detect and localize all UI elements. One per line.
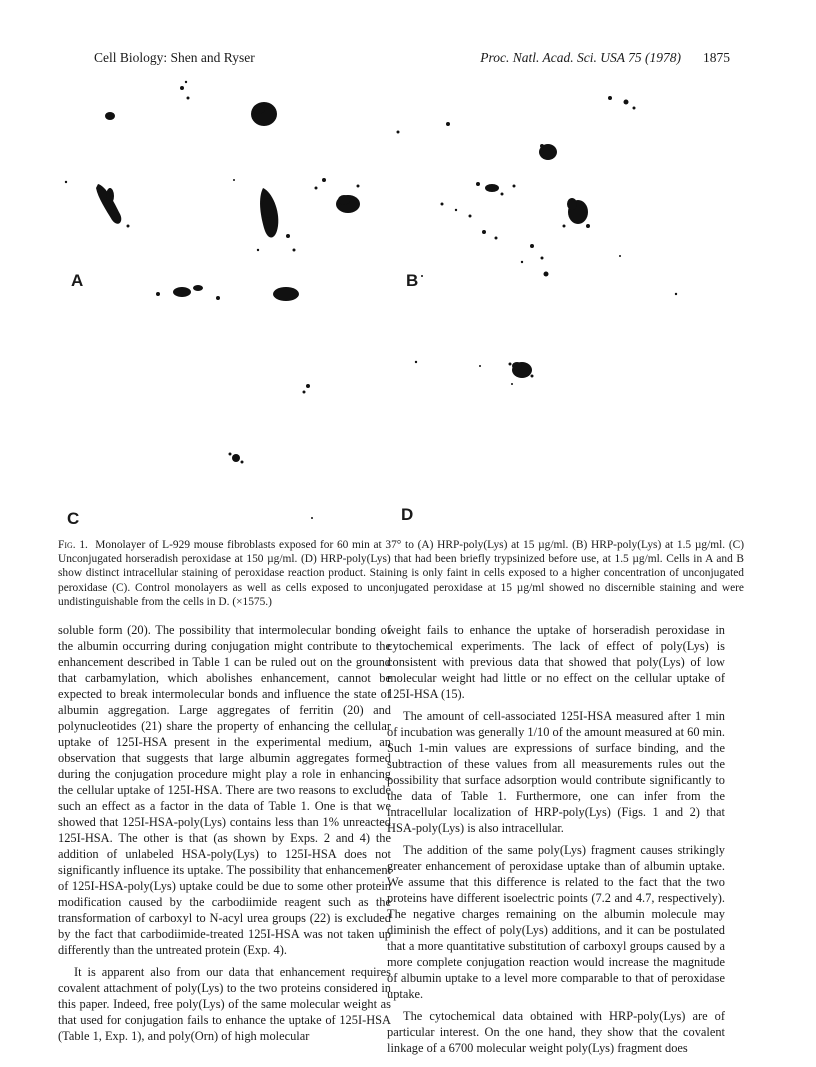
panel-label-c: C [67,509,80,528]
header-section-authors: Cell Biology: Shen and Ryser [94,50,255,65]
body-column-right [387,622,725,1056]
panel-label-a: A [71,271,84,290]
header-journal-page [480,50,730,66]
micrograph-panel-d [392,318,742,534]
running-header [94,50,730,70]
paragraph: soluble form (20). The possibility that intermolecular bonding of the albumin occurring during conjugation might contribute to the enhancement described in Table 1 can be ruled out on the ground that carbamylation, which abolishes enhancement, cannot be expected to break intermolecular bonds and influence the state of albumin aggregation. Large aggregates of ferritin (20) and polynucleotides (21) share the property of enhancing the cellular uptake of 125I-HSA present in the experimental medium, an observation that suggests that large albumin aggregates formed during the conjugation procedure might play a role in enhancing the cellular uptake of 125I-HSA. There are two reasons to exclude such an effect as a factor in the data of Table 1. One is that we showed that 125I-HSA-poly(Lys) contains less than 1% unreacted 125I-HSA. The other is that (as shown by Exps. 2 and 4) the addition of unlabeled HSA-poly(Lys) to 125I-HSA does not significantly influence its uptake. The possibility that enhancement of 125I-HSA-poly(Lys) uptake could be due to some other protein modification caused by the carbodiimide reagent such as the transformation of carboxyl to N-acyl urea groups (22) is excluded by the fact that carbodiimide-treated 125I-HSA was not taken up differently than the untreated protein (Exp. 4). [58,623,391,957]
paragraph: The amount of cell-associated 125I-HSA measured after 1 min of incubation was generally 1/10 of the amount measured at 60 min. Such 1-min values are expressions of surface binding, and the subtraction of these values from all measurements rules out the possibility that surface adsorption would contribute significantly to the data of Table 1. Furthermore, one can infer from the intracellular localization of HRP-poly(Lys) (Figs. 1 and 2) that HSA-poly(Lys) is also intracellular. [387,709,725,835]
micrograph-panel-a [58,76,408,308]
micrograph-panel-b [392,76,742,308]
figure-caption-label: Fig. 1. [58,539,88,551]
paragraph: The addition of the same poly(Lys) fragment causes strikingly greater enhancement of peroxidase uptake than of albumin uptake. We assume that this difference is related to the fact that the two proteins have different isoelectric points (7.2 and 4.7, respectively). The negative charges remaining on the albumin molecule may diminish the effect of poly(Lys) additions, and it can be postulated that a more quantitative substitution of carboxyl groups caused by a more complete conjugation reaction would increase the magnitude of albumin uptake to a level more comparable to that of peroxidase uptake. [387,843,725,1001]
figure-caption-text: Monolayer of L-929 mouse fibroblasts exposed for 60 min at 37° to (A) HRP-poly(Lys) at 15 µg/ml. (B) HRP-poly(Lys) at 1.5 µg/ml. (C) Unconjugated horseradish peroxidase at 150 µg/ml. (D) HRP-poly(Lys) that had been briefly trypsinized before use, at 1.5 µg/ml. Cells in A and B show distinct intracellular staining of peroxidase reaction product. Staining is only faint in cells exposed to a higher concentration of unconjugated peroxidase (C). Control monolayers as well as cells exposed to unconjugated peroxidase at 15 µg/ml showed no discernible staining and were undistinguishable from the cells in D. (×1575.) [58,539,745,608]
micrograph-panel-c [58,318,408,534]
paragraph: weight fails to enhance the uptake of horseradish peroxidase in cytochemical experiments. The lack of effect of poly(Lys) is consistent with previous data that showed that poly(Lys) of low molecular weight had little or no effect on the cellular uptake of 125I-HSA (15). [387,623,725,701]
paragraph: The cytochemical data obtained with HRP-poly(Lys) are of particular interest. On the one hand, they show that the covalent linkage of a 6700 molecular weight poly(Lys) fragment does [387,1009,725,1055]
panel-label-d: D [401,505,414,524]
page-number: 1875 [703,50,730,65]
panel-label-b: B [406,271,419,290]
paragraph: It is apparent also from our data that enhancement requires covalent attachment of poly(Lys) to the two proteins considered in this paper. Indeed, free poly(Lys) of the same molecular weight as that used for conjugation fails to enhance the uptake of 125I-HSA (Table 1, Exp. 1), and poly(Orn) of high molecular [58,965,391,1043]
header-journal: Proc. Natl. Acad. Sci. USA 75 (1978) [480,50,681,65]
body-column-left [58,622,391,1044]
figure-caption [58,538,744,609]
